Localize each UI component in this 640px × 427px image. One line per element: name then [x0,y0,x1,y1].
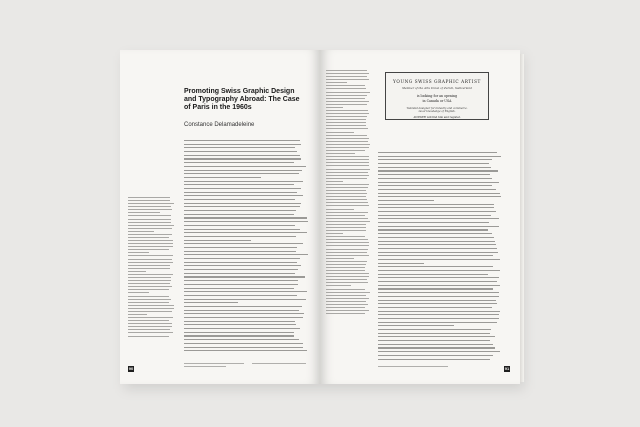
text-line [326,184,369,185]
text-line [378,322,497,323]
text-line [128,271,146,272]
text-line [378,311,500,312]
text-line [326,233,343,234]
text-line [326,190,366,191]
text-line [326,187,368,188]
text-line [378,344,493,345]
text-line [326,245,369,246]
text-line [378,340,490,341]
text-line [378,182,499,183]
text-line [326,98,365,99]
text-line [128,292,149,293]
text-line [184,317,303,318]
text-line [326,113,369,114]
text-line [326,92,370,93]
text-line [128,222,171,223]
text-line [378,355,493,356]
text-line [184,195,303,196]
text-line [128,326,172,327]
text-line [184,192,297,193]
text-line [326,252,367,253]
text-line [326,165,369,166]
text-line [378,255,493,256]
text-line [184,147,295,148]
text-line [326,279,367,280]
text-line [128,252,149,253]
text-line [326,209,354,210]
text-line [378,170,498,171]
text-line [184,324,296,325]
text-line [128,255,173,256]
text-line [378,237,494,238]
text-line [378,196,501,197]
text-line [378,252,498,253]
text-line [326,307,365,308]
text-line [184,247,297,248]
text-line [378,336,495,337]
text-line [184,181,303,182]
text-line [184,236,296,237]
text-line [128,265,170,266]
text-line [184,284,298,285]
text-line [128,197,170,198]
text-line [326,230,366,231]
text-line [184,240,251,241]
text-line [326,215,365,216]
text-line [184,184,294,185]
text-line [378,233,492,234]
text-line [184,188,301,189]
text-line [128,249,169,250]
ad-line-3: Talented designer for industry and commerce. [406,107,468,110]
text-line [128,200,170,201]
text-line [128,225,174,226]
text-line [184,251,296,252]
text-line [326,88,366,89]
text-line [326,104,367,105]
text-line [326,236,365,237]
text-line [326,273,369,274]
article-title: Promoting Swiss Graphic Design and Typography Abroad: The Case of Paris in the 1960s [184,88,300,111]
text-line [184,203,301,204]
text-line [378,226,499,227]
text-line [128,209,172,210]
text-line [326,141,368,142]
text-line [378,200,434,201]
left-body-text [184,140,308,354]
left-footnotes [128,197,174,339]
text-line [184,155,300,156]
text-line [128,237,169,238]
text-line [128,299,171,300]
text-line [326,264,366,265]
text-line [326,116,367,117]
text-line [184,217,307,218]
text-line [128,289,169,290]
text-line [326,224,366,225]
text-line [184,273,295,274]
text-line [378,211,496,212]
text-line [184,295,297,296]
text-line [378,266,493,267]
text-line [326,282,368,283]
text-line [128,274,173,275]
text-line [378,318,499,319]
text-line [326,261,367,262]
text-line [184,243,303,244]
text-line [326,73,369,74]
text-line [378,244,496,245]
text-line [184,206,300,207]
text-line [326,119,366,120]
text-line [184,225,295,226]
text-line [128,314,147,315]
text-line [184,291,307,292]
text-line [184,173,299,174]
text-line [184,347,303,348]
text-line [326,107,343,108]
text-line [128,329,170,330]
ad-line-1: is looking for an opening [416,94,458,98]
text-line [326,239,368,240]
text-line [378,274,488,275]
text-line [128,332,173,333]
text-line [184,140,300,141]
text-line [378,152,497,153]
text-line [184,221,308,222]
text-line [128,302,169,303]
text-line [326,101,369,102]
text-line [378,333,490,334]
text-line [378,325,454,326]
text-line [326,304,368,305]
text-line [378,215,491,216]
text-line [326,82,347,83]
text-line [128,317,173,318]
advertisement-box [385,72,489,120]
text-line [128,268,170,269]
text-line [326,122,366,123]
text-line [128,228,172,229]
text-line [184,214,294,215]
right-footnotes [326,70,370,316]
text-line [378,229,488,230]
left-page-credit [184,363,244,367]
text-line [378,259,500,260]
text-line [326,196,366,197]
text-line [184,302,238,303]
text-line [184,232,307,233]
ad-heading: YOUNG SWISS GRAPHIC ARTIST [393,79,481,84]
text-line [128,296,169,297]
text-line [184,151,297,152]
text-line [184,306,302,307]
text-line [326,205,369,206]
text-line [128,246,173,247]
right-page [320,50,520,384]
journal-spread [120,50,520,384]
text-line [184,166,306,167]
ad-line-5: ANSWER will find him and register. [413,116,461,119]
text-line [378,167,491,168]
text-line [326,79,369,80]
text-line [326,138,369,139]
text-line [184,332,294,333]
text-line [378,270,500,271]
text-line [326,199,367,200]
text-line [326,310,369,311]
text-line [128,320,169,321]
text-line [326,258,354,259]
text-line [378,178,492,179]
text-line [128,336,169,337]
text-line [326,276,369,277]
text-line [128,259,172,260]
text-line [326,144,370,145]
text-line [378,285,500,286]
text-line [128,308,174,309]
text-line [326,150,365,151]
text-line [128,305,174,306]
text-line [378,329,491,330]
text-line [128,323,172,324]
text-line [326,267,365,268]
ad-line-2: in Canada or USA [422,99,452,103]
text-line [378,300,496,301]
text-line [326,110,368,111]
ad-line-4: Good knowledge of English. [418,110,456,113]
left-page-number: 90 [128,366,134,371]
text-line [378,218,499,219]
text-line [326,156,369,157]
text-line [184,321,295,322]
text-line [184,170,302,171]
text-line [326,172,368,173]
text-line [326,227,366,228]
text-line [184,254,308,255]
text-line [184,288,294,289]
text-line [128,231,154,232]
text-line [184,210,296,211]
text-line [378,174,490,175]
text-line [184,144,301,145]
text-line [128,219,171,220]
text-line [326,70,367,71]
text-line [128,243,173,244]
text-line [184,276,305,277]
text-line [184,328,300,329]
text-line [378,296,499,297]
text-line [184,343,303,344]
right-page-journal [378,366,448,367]
text-line [128,283,170,284]
text-line [378,288,493,289]
text-line [378,359,490,360]
text-line [378,241,495,242]
article-author: Constance Delamadeleine [184,122,255,128]
text-line [378,159,492,160]
text-line [128,280,171,281]
text-line [326,125,366,126]
text-line [378,351,500,352]
text-line [184,162,294,163]
text-line [326,292,370,293]
text-line [326,153,355,154]
text-line [326,285,351,286]
text-line [184,269,298,270]
text-line [378,263,424,264]
text-line [326,193,367,194]
text-line [378,307,492,308]
text-line [326,85,365,86]
text-line [378,207,494,208]
text-line [184,199,295,200]
text-line [184,262,297,263]
text-line [326,128,368,129]
text-line [184,335,294,336]
page-edges [520,54,524,382]
text-line [184,158,301,159]
text-line [184,339,299,340]
text-line [378,314,499,315]
text-line [184,350,307,351]
text-line [378,222,489,223]
text-line [378,189,496,190]
text-line [326,76,367,77]
text-line [326,95,367,96]
text-line [128,203,174,204]
text-line [378,193,500,194]
text-line [326,295,366,296]
text-line [378,347,495,348]
text-line [128,215,171,216]
text-line [128,240,173,241]
text-line [378,248,497,249]
text-line [378,163,489,164]
text-line [378,292,499,293]
text-line [184,299,306,300]
text-line [184,258,300,259]
text-line [128,311,172,312]
text-line [128,262,173,263]
text-line [326,175,369,176]
ad-subheading: Member of the Arts Union of Zurich, Switzerland [402,86,472,90]
text-line [184,265,301,266]
text-line [184,177,261,178]
text-line [326,212,368,213]
text-line [326,132,354,133]
right-body-text [378,152,502,362]
text-line [326,135,367,136]
text-line [184,229,300,230]
text-line [326,181,343,182]
right-page-number: 91 [504,366,510,371]
text-line [326,249,368,250]
text-line [326,178,367,179]
text-line [184,310,299,311]
text-line [326,159,369,160]
text-line [326,147,369,148]
text-line [326,270,365,271]
text-line [326,162,369,163]
text-line [326,202,368,203]
text-line [326,221,370,222]
text-line [326,218,368,219]
text-line [378,281,497,282]
text-line [184,313,304,314]
text-line [326,255,369,256]
text-line [326,301,366,302]
text-line [326,169,370,170]
text-line [326,298,369,299]
text-line [326,242,369,243]
text-line [128,206,171,207]
text-line [326,289,365,290]
text-line [128,277,171,278]
text-line [378,204,494,205]
text-line [378,185,492,186]
text-line [378,277,499,278]
text-line [378,303,497,304]
left-page-journal [252,363,306,364]
text-line [378,156,501,157]
text-line [128,234,172,235]
left-page [120,50,320,384]
text-line [184,280,298,281]
text-line [326,313,365,314]
text-line [128,212,160,213]
text-line [128,286,172,287]
